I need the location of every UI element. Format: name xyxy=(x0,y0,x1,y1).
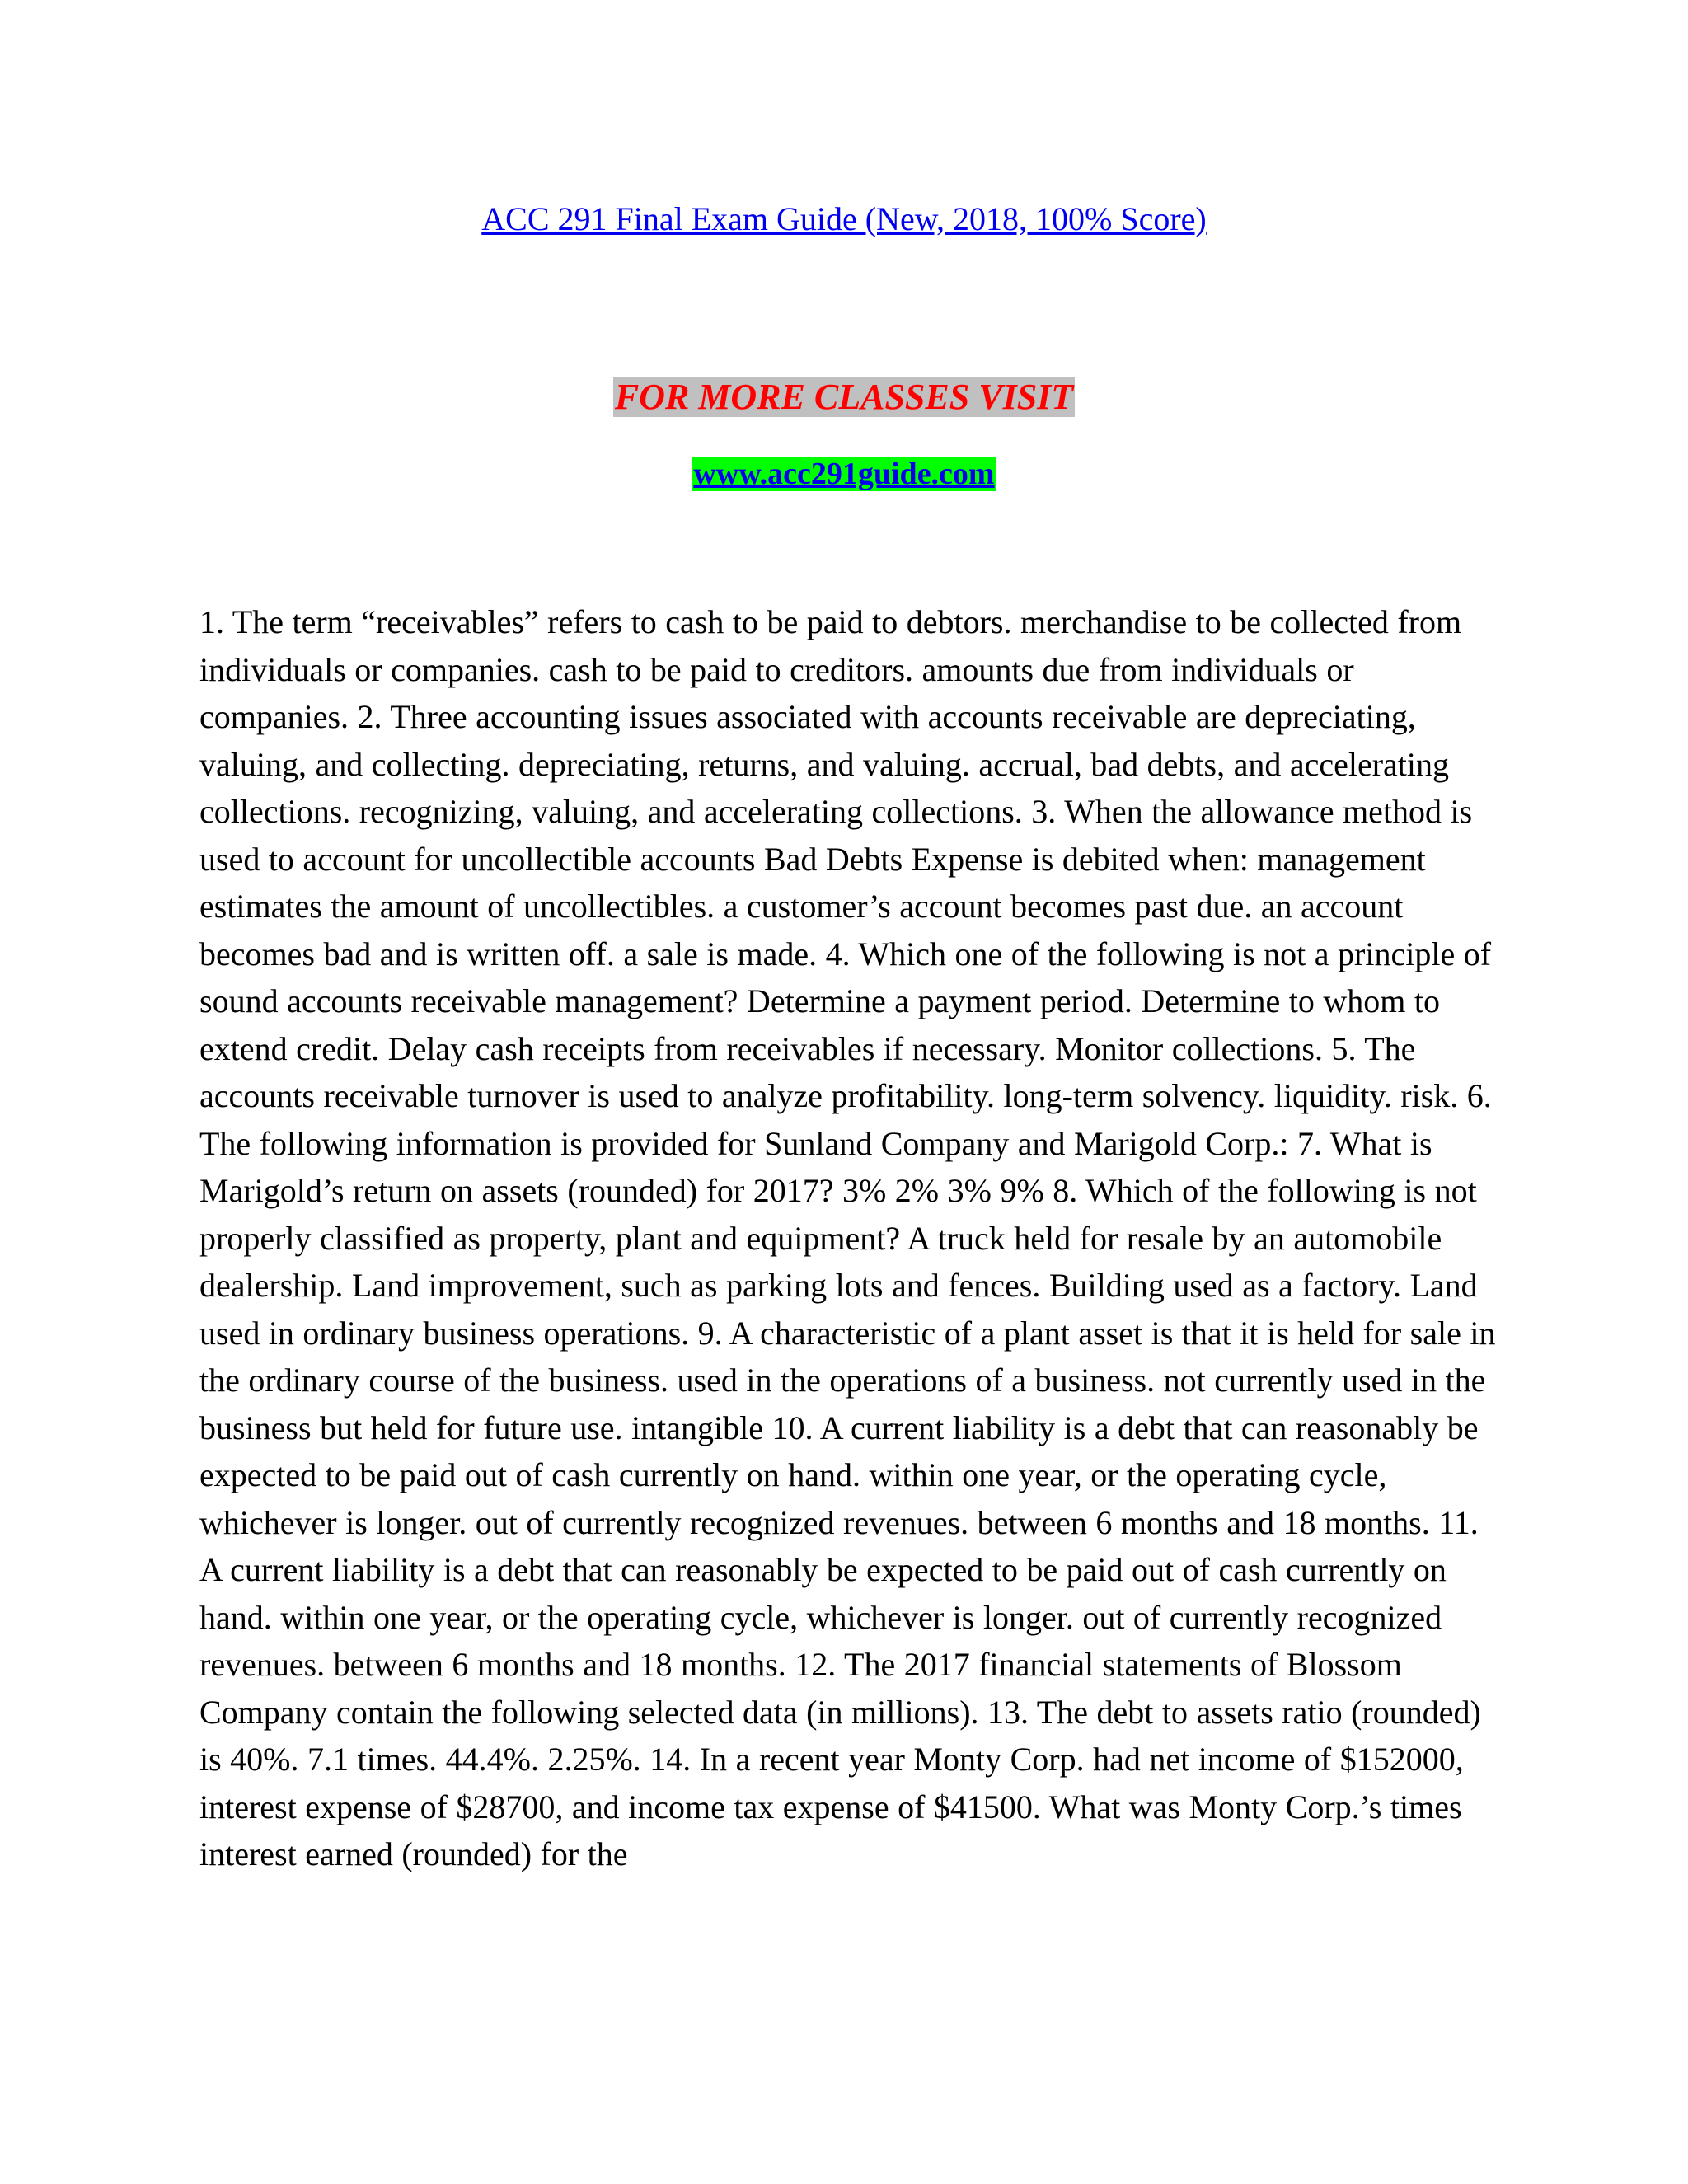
title-link[interactable]: ACC 291 Final Exam Guide (New, 2018, 100% Score) xyxy=(481,200,1207,237)
promo-headline: FOR MORE CLASSES VISIT xyxy=(614,377,1074,417)
website-block xyxy=(0,452,1688,496)
promo-block xyxy=(0,374,1688,420)
website-link[interactable]: www.acc291guide.com xyxy=(693,457,995,491)
exam-questions-text: 1. The term “receivables” refers to cash to be paid to debtors. merchandise to be collected from individuals or companies. cash to be paid to creditors. amounts due from individuals or companies. 2. Three accounting issues associated with accounts receivable are depreciating, valuing, and collecting. depreciating, returns, and valuing. accrual, bad debts, and accelerating collections. recognizing, valuing, and accelerating collections. 3. When the allowance method is used to account for uncollectible accounts Bad Debts Expense is debited when: management estimates the amount of uncollectibles. a customer’s account becomes past due. an account becomes bad and is written off. a sale is made. 4. Which one of the following is not a principle of sound accounts receivable management? Determine a payment period. Determine to whom to extend credit. Delay cash receipts from receivables if necessary. Monitor collections. 5. The accounts receivable turnover is used to analyze profitability. long-term solvency. liquidity. risk. 6. The following information is provided for Sunland Company and Marigold Corp.: 7. What is Marigold’s return on assets (rounded) for 2017? 3% 2% 3% 9% 8. Which of the following is not properly classified as property, plant and equipment? A truck held for resale by an automobile dealership. Land improvement, such as parking lots and fences. Building used as a factory. Land used in ordinary business operations. 9. A characteristic of a plant asset is that it is held for sale in the ordinary course of the business. used in the operations of a business. not currently used in the business but held for future use. intangible 10. A current liability is a debt that can reasonably be expected to be paid out of cash currently on hand. within one year, or the operating cycle, whichever is longer. out of currently recognized revenues. between 6 months and 18 months. 11. A current liability is a debt that can reasonably be expected to be paid out of cash currently on hand. within one year, or the operating cycle, whichever is longer. out of currently recognized revenues. between 6 months and 18 months. 12. The 2017 financial statements of Blossom Company contain the following selected data (in millions). 13. The debt to assets ratio (rounded) is 40%. 7.1 times. 44.4%. 2.25%. 14. In a recent year Monty Corp. had net income of $152000, interest expense of $28700, and income tax expense of $41500. What was Monty Corp.’s times interest earned (rounded) for the xyxy=(199,603,1496,1872)
